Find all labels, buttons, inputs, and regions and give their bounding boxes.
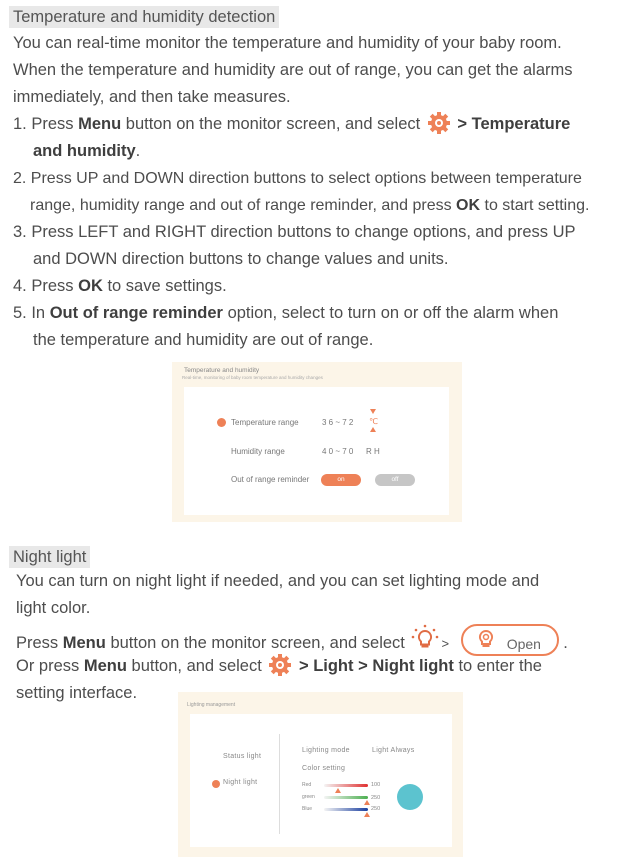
temperature-range-value: 3 6 ~ 7 2	[322, 418, 354, 427]
para-text: Press	[16, 634, 63, 652]
red-label: Red	[302, 782, 312, 788]
intro-line-1: You can real-time monitor the temperature and humidity of your baby room.	[13, 34, 562, 52]
menu-term: Menu	[78, 115, 122, 133]
temperature-unit: ℃	[369, 417, 378, 426]
step-text: 4. Press	[13, 277, 79, 295]
para-text: Or press	[16, 657, 84, 675]
blue-slider	[324, 808, 368, 811]
menu-term: Menu	[62, 634, 106, 652]
section-title-temperature: Temperature and humidity detection	[9, 6, 279, 28]
down-arrow-icon	[370, 409, 376, 414]
red-slider-handle	[335, 788, 341, 793]
reminder-label: Out of range reminder	[231, 475, 310, 484]
menu-term: Menu	[83, 657, 127, 675]
step-2: 2. Press UP and DOWN direction buttons to select options between temperature	[13, 170, 582, 187]
step-1	[13, 111, 570, 138]
intro-line-3: immediately, and then take measures.	[13, 88, 291, 106]
light-bulb-icon	[411, 624, 439, 652]
step-text: to save settings.	[102, 277, 227, 295]
intro-line-2: When the temperature and humidity are out of range, you can get the alarms	[13, 61, 573, 79]
humidity-range-label: Humidity range	[231, 447, 285, 456]
night-light-option: Night light	[223, 779, 258, 786]
humidity-range-value: 4 0 ~ 7 0	[322, 447, 354, 456]
ok-term: OK	[78, 277, 103, 295]
green-slider	[324, 796, 368, 799]
night-intro-1: You can turn on night light if needed, and you can set lighting mode and	[16, 572, 540, 590]
lighting-mode-label: Lighting mode	[302, 747, 350, 754]
step-2-cont	[30, 192, 589, 219]
reminder-on-toggle: on	[321, 474, 361, 486]
step-text: .	[135, 142, 141, 160]
open-button-image	[461, 624, 559, 656]
red-value: 100	[371, 782, 381, 788]
temperature-screen-image	[172, 362, 462, 522]
section-title-night-light: Night light	[9, 546, 90, 568]
reminder-off-toggle: off	[375, 474, 415, 486]
night-para-2	[16, 653, 542, 680]
screen-title: Lighting management	[187, 702, 236, 708]
screen-title: Temperature and humidity	[184, 367, 260, 374]
red-slider	[324, 784, 368, 787]
night-intro-2: light color.	[16, 599, 91, 617]
step-text: 1. Press	[13, 115, 79, 133]
gear-icon	[268, 653, 292, 677]
green-value: 250	[371, 795, 381, 801]
humidity-unit: R H	[366, 447, 380, 456]
light-bulb-icon	[477, 629, 495, 649]
step-3: 3. Press LEFT and RIGHT direction buttons to change options, and press UP	[13, 223, 576, 241]
step-text: 5. In	[13, 304, 50, 322]
screen-subtitle: Real-time, monitoring of baby room temperature and humidity changes	[182, 375, 323, 380]
selected-indicator-icon	[217, 418, 226, 427]
para-text: to enter the	[453, 657, 542, 675]
green-slider-handle	[364, 800, 370, 805]
blue-slider-handle	[364, 812, 370, 817]
para-text: >	[441, 636, 453, 651]
step-5-cont: the temperature and humidity are out of range.	[33, 331, 374, 349]
menu-path: and humidity	[33, 142, 136, 160]
step-5	[13, 300, 558, 327]
step-text: option, select to turn on or off the alarm when	[222, 304, 559, 322]
up-arrow-icon	[370, 427, 376, 432]
divider	[279, 734, 280, 834]
menu-path: > Light > Night light	[294, 657, 454, 675]
para-text: button on the monitor screen, and select	[105, 634, 410, 652]
green-label: green	[302, 794, 315, 800]
color-preview-circle	[397, 784, 423, 810]
step-text: to start setting.	[480, 197, 590, 214]
selected-indicator-icon	[212, 780, 220, 788]
screen-panel	[184, 387, 449, 515]
ok-term: OK	[456, 197, 481, 214]
night-para-3: setting interface.	[16, 684, 138, 702]
blue-value: 250	[371, 806, 381, 812]
gear-icon	[427, 111, 451, 135]
color-setting-label: Color setting	[302, 765, 346, 772]
step-3-cont: and DOWN direction buttons to change values and units.	[33, 250, 449, 268]
menu-path: > Temperature	[452, 115, 571, 133]
lighting-screen-image	[178, 692, 463, 857]
temperature-range-label: Temperature range	[231, 418, 299, 427]
status-light-option: Status light	[223, 753, 262, 760]
step-text: range, humidity range and out of range reminder, and press	[30, 197, 457, 214]
lighting-mode-value: Light Always	[372, 747, 415, 754]
screen-panel	[190, 714, 452, 847]
step-4	[13, 273, 227, 300]
para-text: .	[558, 634, 568, 652]
reminder-term: Out of range reminder	[49, 304, 223, 322]
blue-label: Blue	[302, 806, 313, 812]
open-label: Open	[506, 636, 541, 652]
step-1-cont	[33, 138, 140, 165]
step-text: button on the monitor screen, and select	[121, 115, 425, 133]
para-text: button, and select	[126, 657, 267, 675]
